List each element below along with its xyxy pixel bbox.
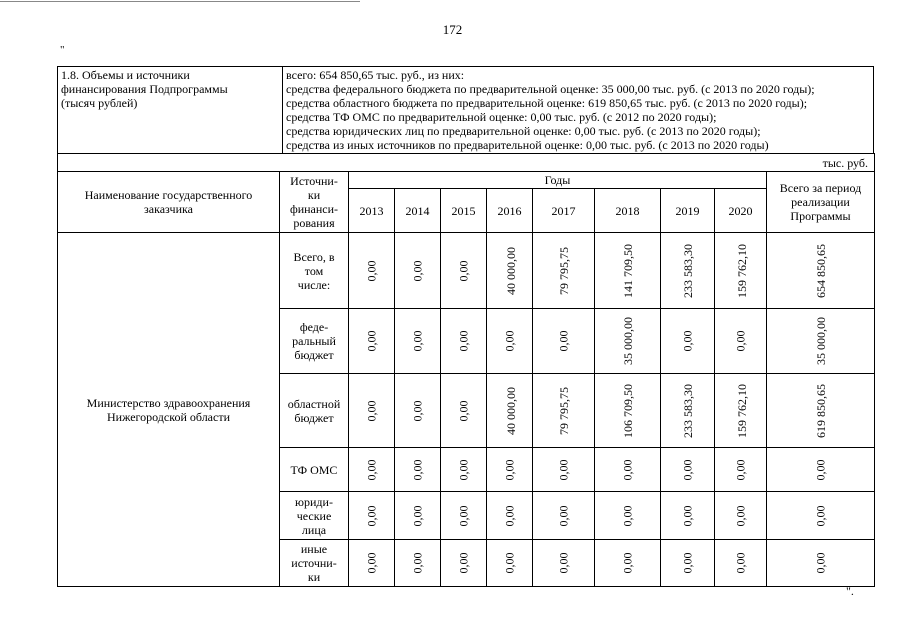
value-text: 159 762,10: [735, 243, 749, 298]
value-text: 0,00: [620, 459, 635, 480]
value-text: 0,00: [680, 505, 695, 526]
value-text: 0,00: [733, 505, 748, 526]
value-cell: [441, 374, 487, 448]
total-cell: [767, 374, 875, 448]
opening-quote: ": [60, 44, 65, 56]
value-text: 0,00: [456, 552, 471, 574]
value-cell: [395, 540, 441, 587]
header-source-line: финанси-: [289, 202, 339, 216]
value-text: 40 000,00: [504, 386, 518, 435]
value-text: 0,00: [364, 330, 379, 352]
summary-line: средства областного бюджета по предварительной оценке: 619 850,65 тыс. руб. (с 2013 по 2020 годы);: [286, 96, 808, 110]
value-text: 0,00: [502, 552, 517, 574]
source-cell: [280, 374, 349, 448]
value-cell: [349, 540, 395, 587]
source-line: числе:: [297, 277, 331, 292]
source-cell: [280, 309, 349, 374]
summary-label: [58, 67, 283, 154]
value-cell: [487, 492, 533, 540]
year-header: 2019: [661, 189, 715, 233]
value-cell: [715, 448, 767, 492]
value-cell: [441, 448, 487, 492]
customer-line: Министерство здравоохранения: [86, 395, 251, 410]
value-text: 0,00: [456, 400, 471, 421]
value-cell: [595, 374, 661, 448]
value-text: 233 583,30: [681, 383, 695, 438]
value-text: 40 000,00: [504, 246, 518, 295]
value-cell: [487, 309, 533, 374]
value-text: 233 583,30: [681, 243, 695, 298]
value-text: 0,00: [502, 459, 517, 480]
value-text: 0,00: [680, 552, 695, 574]
value-cell: [395, 233, 441, 309]
header-total-line: реализации: [791, 195, 850, 209]
summary-line: средства ТФ ОМС по предварительной оценке: 0,00 тыс. руб. (с 2012 по 2020 годы);: [286, 110, 717, 124]
value-cell: [715, 309, 767, 374]
year-header: 2014: [395, 189, 441, 233]
value-cell: [595, 540, 661, 587]
total-text: 619 850,65: [813, 383, 828, 438]
summary-line: средства федерального бюджета по предварительной оценке: 35 000,00 тыс. руб. (с 2013 по 2020 годы);: [286, 82, 815, 96]
total-cell: [767, 309, 875, 374]
value-cell: [487, 448, 533, 492]
value-cell: [715, 540, 767, 587]
total-text: 0,00: [813, 459, 828, 480]
value-text: 0,00: [410, 260, 425, 281]
value-text: 0,00: [620, 552, 635, 574]
value-cell: [595, 309, 661, 374]
source-line: областной: [287, 396, 341, 411]
source-line: бюджет: [294, 348, 334, 362]
source-line: ческие: [296, 508, 332, 523]
value-text: 0,00: [680, 459, 695, 480]
summary-line: средства из иных источников по предварительной оценке: 0,00 тыс. руб. (с 2013 по 2020 годы): [286, 138, 769, 152]
value-cell: [715, 233, 767, 309]
value-cell: [349, 309, 395, 374]
total-cell: [767, 233, 875, 309]
value-text: 0,00: [556, 505, 571, 526]
value-cell: [533, 233, 595, 309]
value-cell: [349, 374, 395, 448]
value-cell: [441, 540, 487, 587]
year-header: 2013: [349, 189, 395, 233]
summary-line: средства юридических лиц по предварительной оценке: 0,00 тыс. руб. (с 2013 по 2020 годы);: [286, 124, 761, 138]
value-text: 106 709,50: [620, 383, 635, 438]
value-cell: [487, 374, 533, 448]
value-cell: [715, 374, 767, 448]
value-text: 0,00: [410, 400, 425, 421]
value-cell: [661, 492, 715, 540]
year-header: 2016: [487, 189, 533, 233]
value-text: 0,00: [733, 330, 748, 352]
value-cell: [395, 448, 441, 492]
source-cell: [280, 233, 349, 309]
source-line: феде-: [299, 320, 329, 334]
header-source-line: рования: [293, 216, 335, 230]
source-line: том: [304, 263, 324, 278]
header-total-line: Всего за период: [779, 181, 862, 195]
value-cell: [595, 448, 661, 492]
value-cell: [395, 492, 441, 540]
value-text: 0,00: [620, 505, 635, 526]
value-text: 79 795,75: [556, 386, 571, 435]
value-cell: [661, 374, 715, 448]
value-cell: [661, 233, 715, 309]
unit-label: тыс. руб.: [58, 154, 875, 172]
value-cell: [661, 540, 715, 587]
source-line: иные: [300, 542, 328, 556]
header-source-line: ки: [307, 188, 321, 202]
value-cell: [441, 233, 487, 309]
total-cell: [767, 540, 875, 587]
table-row: [58, 233, 875, 309]
value-cell: [533, 492, 595, 540]
value-text: 0,00: [680, 330, 695, 352]
value-text: 141 709,50: [620, 243, 635, 298]
value-text: 0,00: [556, 330, 571, 352]
value-cell: [661, 448, 715, 492]
value-text: 0,00: [364, 459, 379, 480]
source-cell: [280, 540, 349, 587]
total-text: 35 000,00: [813, 317, 828, 365]
value-cell: [349, 448, 395, 492]
page-number: 172: [442, 22, 463, 37]
value-text: 0,00: [733, 552, 748, 574]
source-cell: [280, 492, 349, 540]
customer-line: Нижегородской области: [106, 409, 230, 424]
source-cell: [280, 448, 349, 492]
value-cell: [441, 309, 487, 374]
value-cell: [533, 448, 595, 492]
total-text: 654 850,65: [813, 243, 828, 298]
summary-label-line: (тысяч рублей): [61, 96, 138, 110]
top-rule: [0, 1, 360, 2]
financing-table: [57, 153, 875, 587]
value-text: 0,00: [502, 505, 517, 526]
source-line: бюджет: [294, 410, 334, 425]
value-text: 0,00: [456, 505, 471, 526]
total-cell: [767, 448, 875, 492]
value-text: 0,00: [456, 330, 471, 352]
value-cell: [395, 374, 441, 448]
summary-text: [283, 67, 874, 154]
source-line: ТФ ОМС: [290, 462, 338, 477]
value-text: 0,00: [364, 552, 379, 574]
total-text: 0,00: [813, 552, 828, 574]
year-header: 2015: [441, 189, 487, 233]
year-header: 2020: [715, 189, 767, 233]
value-cell: [395, 309, 441, 374]
year-header: 2017: [533, 189, 595, 233]
value-text: 0,00: [502, 330, 517, 352]
value-text: 0,00: [410, 330, 425, 352]
value-cell: [349, 233, 395, 309]
value-cell: [661, 309, 715, 374]
header-years: Годы: [349, 172, 767, 189]
source-line: Всего, в: [293, 249, 335, 264]
value-cell: [533, 309, 595, 374]
header-customer: Наименование государственного заказчика: [58, 172, 280, 233]
value-cell: [487, 233, 533, 309]
value-cell: [487, 540, 533, 587]
value-cell: [595, 492, 661, 540]
value-text: 0,00: [410, 459, 425, 480]
source-line: юриди-: [295, 494, 333, 509]
value-cell: [715, 492, 767, 540]
value-cell: [533, 374, 595, 448]
source-line: ки: [307, 570, 321, 584]
customer-cell: [58, 233, 280, 587]
summary-table: [57, 66, 874, 154]
value-cell: [533, 540, 595, 587]
header-source: [280, 172, 349, 233]
source-line: источни-: [291, 556, 337, 570]
summary-line: всего: 654 850,65 тыс. руб., из них:: [286, 68, 465, 82]
value-cell: [595, 233, 661, 309]
value-cell: [349, 492, 395, 540]
source-line: ральный: [292, 334, 336, 348]
header-total: [767, 172, 875, 233]
total-cell: [767, 492, 875, 540]
value-text: 0,00: [364, 505, 379, 526]
value-text: 0,00: [364, 260, 379, 281]
summary-label-line: финансирования Подпрограммы: [61, 82, 228, 96]
header-total-line: Программы: [790, 209, 851, 223]
value-text: 0,00: [556, 459, 571, 480]
summary-label-line: 1.8. Объемы и источники: [61, 68, 190, 82]
value-text: 0,00: [733, 459, 748, 480]
value-text: 159 762,10: [735, 383, 749, 438]
value-text: 0,00: [364, 400, 379, 421]
value-text: 35 000,00: [620, 317, 635, 365]
value-text: 0,00: [456, 260, 471, 281]
value-text: 79 795,75: [556, 246, 571, 295]
value-text: 0,00: [410, 505, 425, 526]
value-text: 0,00: [410, 552, 425, 574]
value-text: 0,00: [456, 459, 471, 480]
total-text: 0,00: [813, 505, 828, 526]
header-source-line: Источни-: [290, 174, 338, 188]
source-line: лица: [301, 522, 327, 537]
year-header: 2018: [595, 189, 661, 233]
value-cell: [441, 492, 487, 540]
value-text: 0,00: [556, 552, 571, 574]
closing-quote: ".: [846, 584, 854, 598]
